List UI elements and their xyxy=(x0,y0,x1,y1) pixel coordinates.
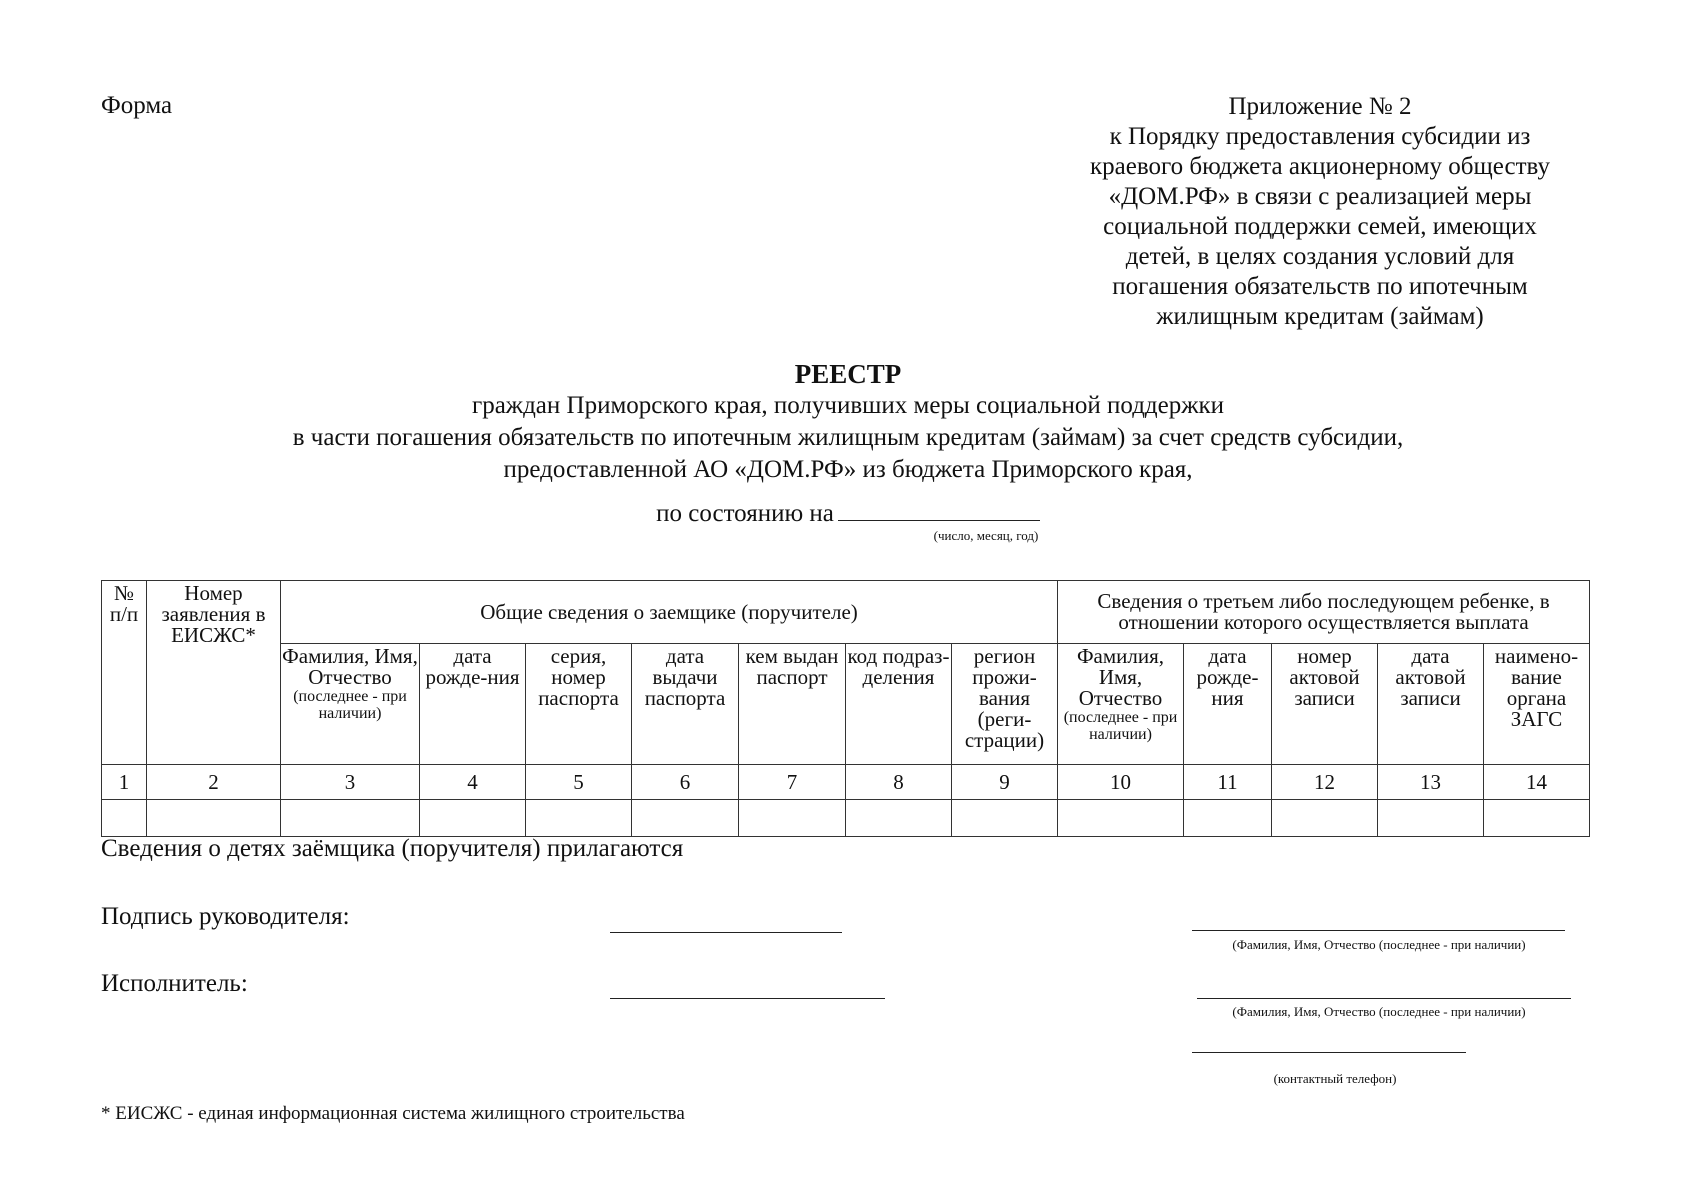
phone-hint: (контактный телефон) xyxy=(1273,1071,1397,1086)
column-number: 13 xyxy=(1378,765,1484,800)
header-row-sub xyxy=(102,644,1590,765)
heading-line: предоставленной АО «ДОМ.РФ» из бюджета Приморского края, xyxy=(503,456,1193,483)
phone-line[interactable] xyxy=(1192,1052,1466,1053)
column-number: 12 xyxy=(1272,765,1378,800)
column-number: 2 xyxy=(147,765,281,800)
col-number-header xyxy=(102,581,147,765)
empty-data-row xyxy=(102,800,1590,837)
col-child-birth: дата рожде-ния xyxy=(1184,644,1272,765)
col-child-record-no: номер актовой записи xyxy=(1272,644,1378,765)
annex-block xyxy=(1040,92,1600,332)
col-borrower-region: регион прожи-вания (реги-страции) xyxy=(952,644,1058,765)
footnote: * ЕИСЖС - единая информационная система жилищного строительства xyxy=(101,1103,685,1124)
document-title: РЕЕСТР xyxy=(794,359,902,389)
signature-label: Подпись руководителя: xyxy=(101,903,350,930)
date-hint: (число, месяц, год) xyxy=(933,528,1039,543)
group-borrower-header: Общие сведения о заемщике (поручителе) xyxy=(281,581,1058,644)
column-number: 4 xyxy=(420,765,526,800)
column-number: 7 xyxy=(739,765,846,800)
empty-cell[interactable] xyxy=(846,800,952,837)
signature-line[interactable] xyxy=(610,932,842,933)
empty-cell[interactable] xyxy=(1484,800,1590,837)
annex-line: к Порядку предоставления субсидии из xyxy=(1109,123,1531,150)
empty-cell[interactable] xyxy=(1272,800,1378,837)
col-number-line: № xyxy=(113,581,135,605)
col-borrower-fio xyxy=(281,644,420,765)
empty-cell[interactable] xyxy=(739,800,846,837)
empty-cell[interactable] xyxy=(147,800,281,837)
annex-line: «ДОМ.РФ» в связи с реализацией меры xyxy=(1108,183,1532,210)
empty-cell[interactable] xyxy=(1184,800,1272,837)
annex-line: детей, в целях создания условий для xyxy=(1125,243,1515,270)
column-number: 3 xyxy=(281,765,420,800)
annex-line: социальной поддержки семей, имеющих xyxy=(1103,213,1537,240)
col-number-line: п/п xyxy=(109,602,139,626)
col-borrower-issued-by: кем выдан паспорт xyxy=(739,644,846,765)
column-number: 14 xyxy=(1484,765,1590,800)
registry-table xyxy=(101,580,1590,837)
col-borrower-birth: дата рожде-ния xyxy=(420,644,526,765)
heading-line: в части погашения обязательств по ипотечным жилищным кредитам (займам) за счет средств субсидии, xyxy=(292,424,1404,451)
col-child-fio-label: Фамилия, Имя, Отчество xyxy=(1076,644,1165,710)
form-label: Форма xyxy=(101,92,173,119)
annex-line: погашения обязательств по ипотечным xyxy=(1112,273,1528,300)
empty-cell[interactable] xyxy=(1058,800,1184,837)
col-borrower-passport: серия, номер паспорта xyxy=(526,644,632,765)
annex-line: краевого бюджета акционерному обществу xyxy=(1090,153,1550,180)
column-number: 9 xyxy=(952,765,1058,800)
date-line xyxy=(0,494,1696,530)
col-child-record-date: дата актовой записи xyxy=(1378,644,1484,765)
date-prefix: по состоянию на xyxy=(656,500,834,527)
column-number: 8 xyxy=(846,765,952,800)
annex-line: Приложение № 2 xyxy=(1228,93,1412,120)
col-child-fio xyxy=(1058,644,1184,765)
empty-cell[interactable] xyxy=(1378,800,1484,837)
column-number: 11 xyxy=(1184,765,1272,800)
header-row-top xyxy=(102,581,1590,644)
head-fio-line[interactable] xyxy=(1192,930,1565,931)
column-number: 1 xyxy=(102,765,147,800)
date-blank-field[interactable] xyxy=(838,494,1040,521)
empty-cell[interactable] xyxy=(281,800,420,837)
col-borrower-issue-date: дата выдачи паспорта xyxy=(632,644,739,765)
group-child-header: Сведения о третьем либо последующем ребенке, в отношении которого осуществляется выплата xyxy=(1058,581,1590,644)
col-borrower-fio-note: (последнее - при наличии) xyxy=(293,688,407,722)
empty-cell[interactable] xyxy=(102,800,147,837)
column-number: 6 xyxy=(632,765,739,800)
document-heading xyxy=(0,358,1696,486)
col-child-fio-note: (последнее - при наличии) xyxy=(1063,709,1178,743)
col-application-header: Номер заявления в ЕИСЖС* xyxy=(147,581,281,765)
column-number: 5 xyxy=(526,765,632,800)
head-fio-hint: (Фамилия, Имя, Отчество (последнее - при наличии) xyxy=(1232,937,1526,952)
col-child-zags: наимено-вание органа ЗАГС xyxy=(1484,644,1590,765)
executor-fio-hint: (Фамилия, Имя, Отчество (последнее - при наличии) xyxy=(1232,1004,1526,1019)
col-borrower-fio-label: Фамилия, Имя, Отчество xyxy=(282,644,418,689)
children-note: Сведения о детях заёмщика (поручителя) прилагаются xyxy=(101,835,684,862)
heading-line: граждан Приморского края, получивших меры социальной поддержки xyxy=(471,392,1225,419)
executor-signature-line[interactable] xyxy=(610,998,885,999)
column-number: 10 xyxy=(1058,765,1184,800)
empty-cell[interactable] xyxy=(420,800,526,837)
empty-cell[interactable] xyxy=(632,800,739,837)
empty-cell[interactable] xyxy=(952,800,1058,837)
executor-fio-line[interactable] xyxy=(1197,998,1571,999)
executor-label: Исполнитель: xyxy=(101,970,248,997)
column-number-row xyxy=(102,765,1590,800)
empty-cell[interactable] xyxy=(526,800,632,837)
col-borrower-division: код подраз-деления xyxy=(846,644,952,765)
annex-line: жилищным кредитам (займам) xyxy=(1156,303,1484,330)
